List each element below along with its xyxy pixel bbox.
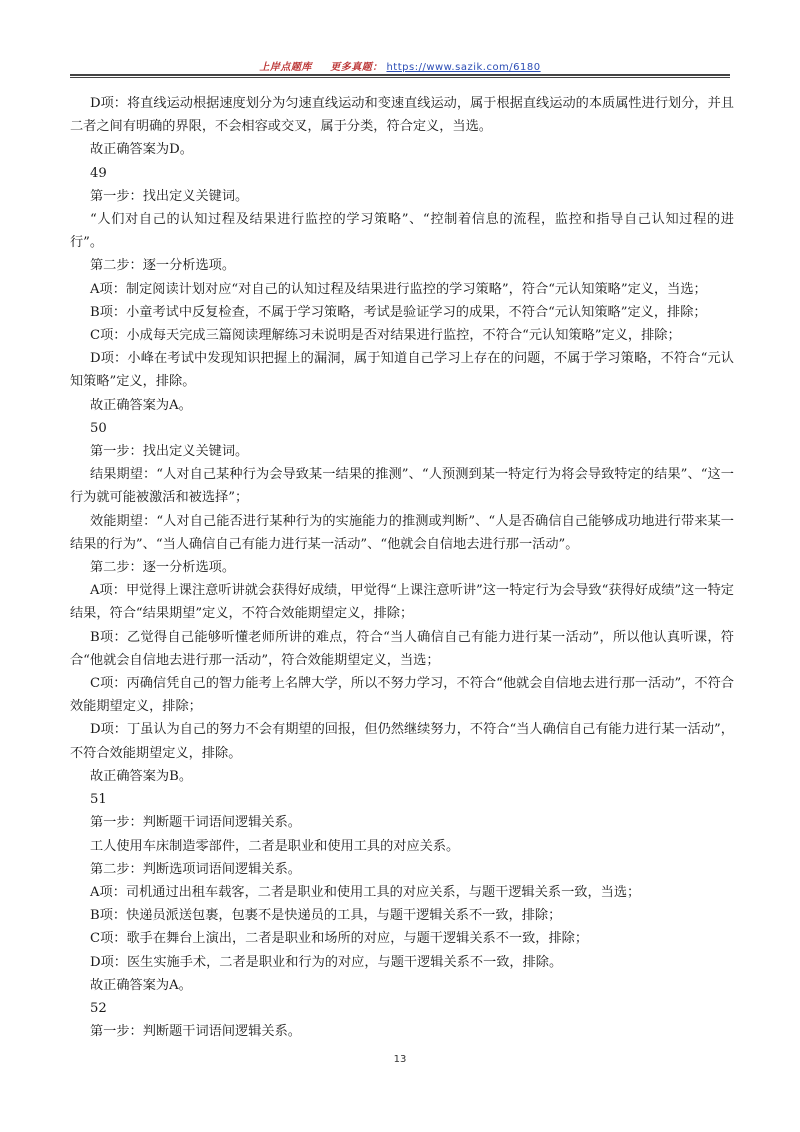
paragraph: B项：快递员派送包裹，包裹不是快递员的工具，与题干逻辑关系不一致，排除； xyxy=(90,908,562,924)
paragraph: 第二步：判断选项词语间逻辑关系。 xyxy=(90,861,301,877)
paragraph: 故正确答案为B。 xyxy=(90,768,193,784)
paragraph: 第二步：逐一分析选项。 xyxy=(90,560,236,576)
paragraph: B项：小童考试中反复检查，不属于学习策略，考试是验证学习的成果，不符合“元认知策略”定义，排除； xyxy=(90,304,707,320)
page-number: 13 xyxy=(393,1054,407,1065)
question-number: 49 xyxy=(90,165,107,181)
paragraph: 故正确答案为D。 xyxy=(90,142,193,158)
paragraph: 效能期望：“人对自己能否进行某种行为的实施能力的推测或判断”、“人是否确信自己能够成功地进行带来某一结果的行为”、“当人确信自己有能力进行某一活动”、“他就会自信地去进行那一活动”。 xyxy=(70,513,734,552)
paragraph: D项：小峰在考试中发现知识把握上的漏洞，属于知道自己学习上存在的问题，不属于学习策略，不符合“元认知策略”定义，排除。 xyxy=(70,351,734,390)
header-divider xyxy=(70,74,730,78)
paragraph: 故正确答案为A。 xyxy=(90,397,192,413)
header-site-name: 上岸点题库 xyxy=(259,62,312,73)
paragraph: D项：医生实施手术，二者是职业和行为的对应，与题干逻辑关系不一致，排除。 xyxy=(90,954,563,970)
paragraph: 结果期望：“人对自己某种行为会导致某一结果的推测”、“人预测到某一特定行为将会导致特定的结果”、“这一行为就可能被激活和被选择”； xyxy=(70,467,734,506)
header-more-label: 更多真题： xyxy=(330,62,383,73)
paragraph: A项：甲觉得上课注意听讲就会获得好成绩，甲觉得“上课注意听讲”这一特定行为会导致“获得好成绩”这一特定结果，符合“结果期望”定义，不符合效能期望定义，排除； xyxy=(70,583,734,622)
paragraph: C项：小成每天完成三篇阅读理解练习未说明是否对结果进行监控，不符合“元认知策略”定义，排除； xyxy=(90,328,681,344)
paragraph: B项：乙觉得自己能够听懂老师所讲的难点，符合“当人确信自己有能力进行某一活动”，所以他认真听课，符合“他就会自信地去进行那一活动”，符合效能期望定义，当选； xyxy=(70,629,734,668)
paragraph: “人们对自己的认知过程及结果进行监控的学习策略”、“控制着信息的流程，监控和指导自己认知过程的进行”。 xyxy=(70,212,734,251)
paragraph: A项：制定阅读计划对应“对自己的认知过程及结果进行监控的学习策略”，符合“元认知策略”定义，当选； xyxy=(90,281,707,297)
paragraph: 第二步：逐一分析选项。 xyxy=(90,258,236,274)
paragraph: 第一步：找出定义关键词。 xyxy=(90,188,249,204)
paragraph: 第一步：判断题干词语间逻辑关系。 xyxy=(90,1024,301,1040)
header-url-link[interactable]: https://www.sazik.com/6180 xyxy=(386,62,541,73)
question-number: 51 xyxy=(90,792,107,808)
paragraph: 第一步：判断题干词语间逻辑关系。 xyxy=(90,815,301,831)
paragraph: D项：丁虽认为自己的努力不会有期望的回报，但仍然继续努力，不符合“当人确信自己有能力进行某一活动”，不符合效能期望定义，排除。 xyxy=(70,722,734,761)
paragraph: 第一步：找出定义关键词。 xyxy=(90,444,249,460)
paragraph: A项：司机通过出租车载客，二者是职业和使用工具的对应关系，与题干逻辑关系一致，当选； xyxy=(90,884,641,900)
paragraph: 工人使用车床制造零部件，二者是职业和使用工具的对应关系。 xyxy=(90,838,460,854)
paragraph: C项：丙确信凭自己的智力能考上名牌大学，所以不努力学习，不符合“他就会自信地去进行那一活动”，不符合效能期望定义，排除； xyxy=(70,676,734,715)
paragraph: C项：歌手在舞台上演出，二者是职业和场所的对应，与题干逻辑关系不一致，排除； xyxy=(90,931,589,947)
document-body xyxy=(70,92,734,1043)
paragraph: D项：将直线运动根据速度划分为匀速直线运动和变速直线运动，属于根据直线运动的本质属性进行划分，并且二者之间有明确的界限，不会相容或交叉，属于分类，符合定义，当选。 xyxy=(70,96,734,135)
question-number: 52 xyxy=(90,1000,107,1016)
paragraph: 故正确答案为A。 xyxy=(90,977,192,993)
question-number: 50 xyxy=(90,420,107,436)
